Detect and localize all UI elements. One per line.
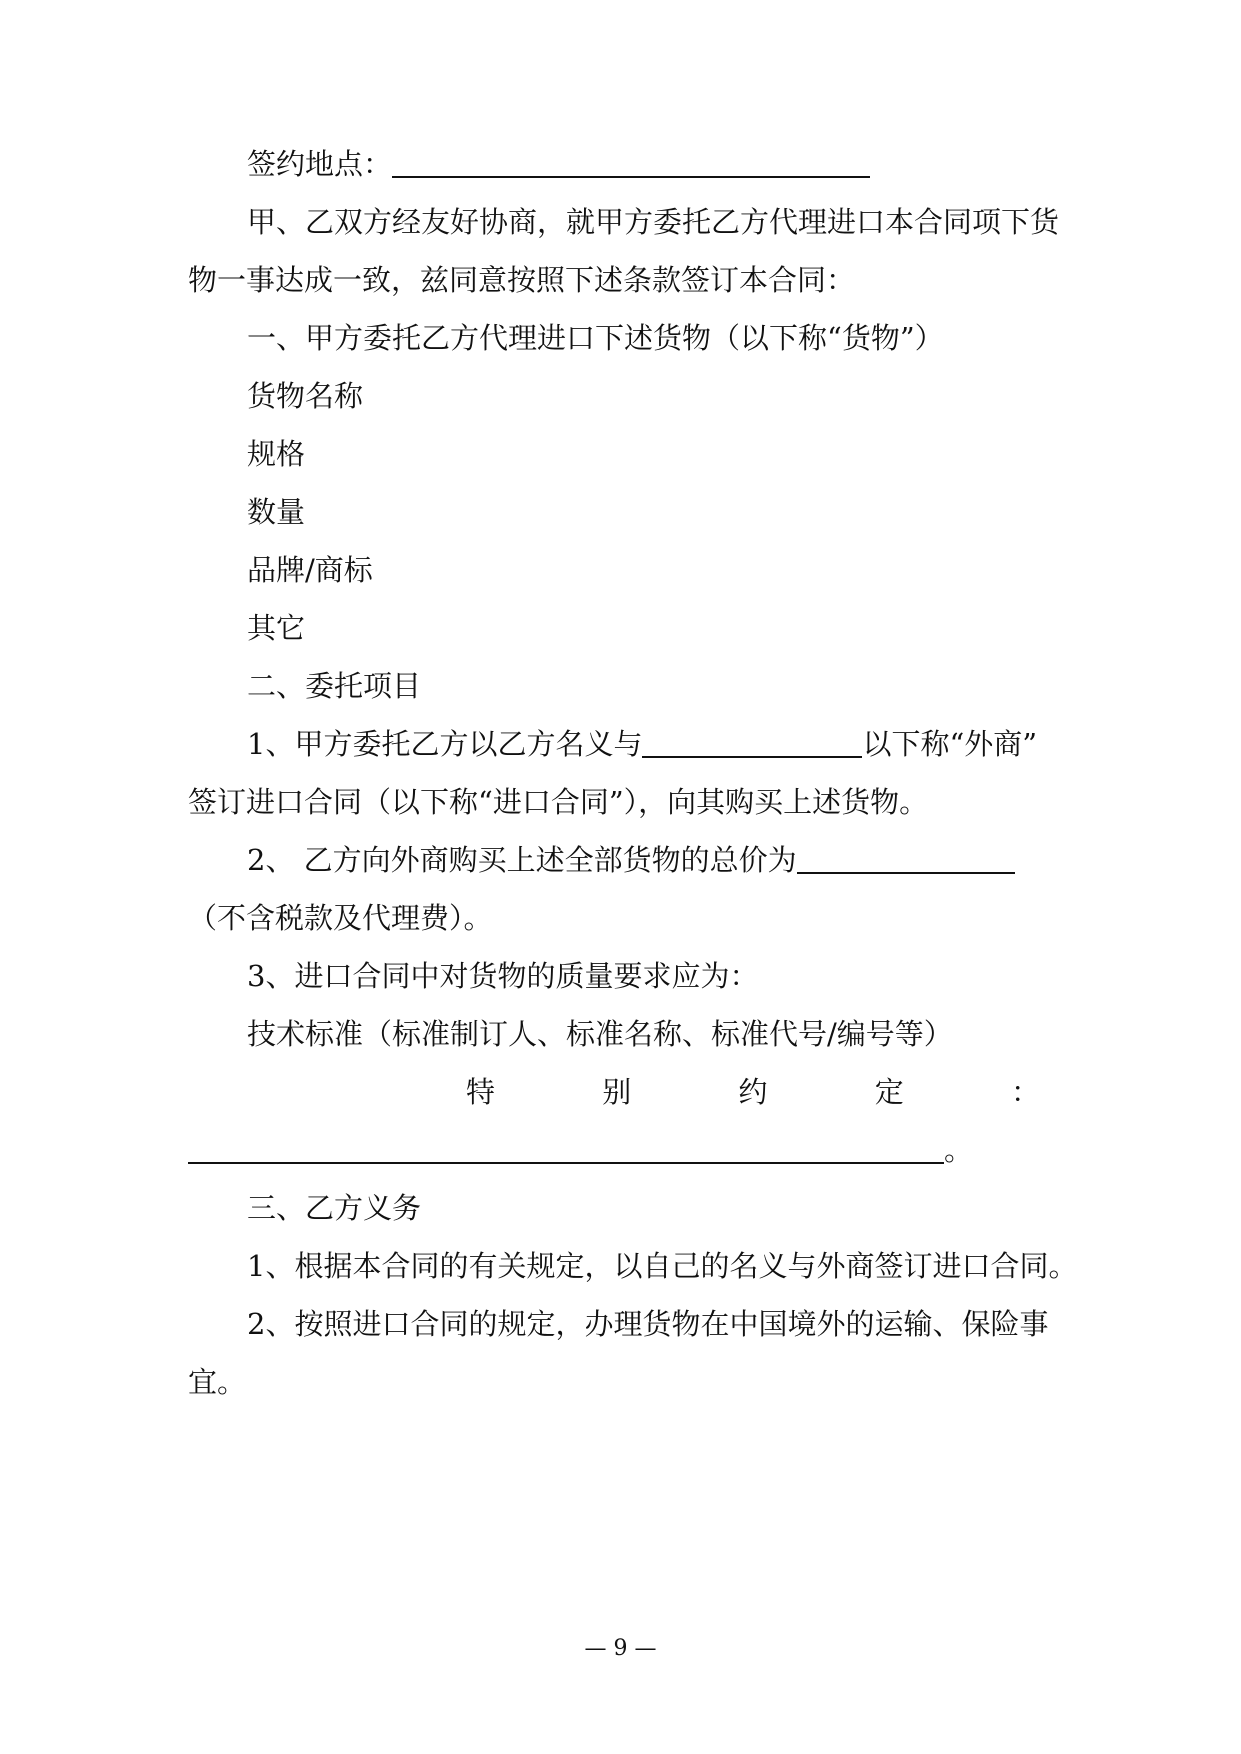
item-1-prefix: 1、甲方委托乙方以乙方名义与 bbox=[247, 727, 643, 761]
intro-line-2: 物一事达成一致，兹同意按照下述条款签订本合同： bbox=[188, 263, 856, 297]
item-2-line-1 bbox=[247, 840, 1058, 880]
goods-field-name: 货物名称 bbox=[247, 379, 364, 413]
goods-field-other: 其它 bbox=[247, 611, 306, 645]
special-agreement-blank bbox=[188, 1132, 944, 1164]
section-2-title: 二、委托项目 bbox=[247, 669, 422, 703]
item-1-line-2: 签订进口合同（以下称“进口合同”），向其购买上述货物。 bbox=[188, 785, 929, 819]
special-char-4: 定 bbox=[874, 1075, 904, 1109]
special-agreement-blank-line bbox=[188, 1130, 1058, 1170]
total-price-blank bbox=[797, 842, 1015, 874]
intro-line-1: 甲、乙双方经友好协商，就甲方委托乙方代理进口本合同项下货 bbox=[247, 205, 1060, 239]
item-1-line-1 bbox=[247, 724, 1058, 764]
page-number: — 9 — bbox=[584, 1636, 657, 1661]
goods-field-quantity: 数量 bbox=[247, 495, 306, 529]
signing-place-label: 签约地点： bbox=[247, 147, 393, 181]
section-3-title: 三、乙方义务 bbox=[247, 1191, 422, 1225]
special-char-1: 特 bbox=[466, 1075, 496, 1109]
section-1-title: 一、甲方委托乙方代理进口下述货物（以下称“货物”） bbox=[247, 321, 944, 355]
tech-standard: 技术标准（标准制订人、标准名称、标准代号/编号等） bbox=[247, 1017, 953, 1051]
item-3: 3、进口合同中对货物的质量要求应为： bbox=[247, 959, 759, 993]
special-char-2: 别 bbox=[602, 1075, 632, 1109]
signing-place-blank bbox=[392, 146, 870, 178]
goods-field-spec: 规格 bbox=[247, 437, 306, 471]
duty-2-line-1: 2、按照进口合同的规定，办理货物在中国境外的运输、保险事 bbox=[247, 1307, 1049, 1341]
duty-1: 1、根据本合同的有关规定，以自己的名义与外商签订进口合同。 bbox=[247, 1249, 1078, 1283]
special-char-3: 约 bbox=[738, 1075, 768, 1109]
item-2-prefix: 2、 乙方向外商购买上述全部货物的总价为 bbox=[247, 843, 797, 877]
item-1-suffix: 以下称“外商” bbox=[862, 727, 1038, 761]
special-agreement-end: 。 bbox=[944, 1133, 974, 1167]
signing-place-line bbox=[247, 144, 1058, 184]
item-2-line-2: （不含税款及代理费）。 bbox=[188, 901, 493, 935]
special-agreement-line bbox=[466, 1072, 1040, 1112]
foreign-party-blank bbox=[642, 726, 862, 758]
goods-field-brand: 品牌/商标 bbox=[247, 553, 373, 587]
special-char-colon: ： bbox=[1010, 1075, 1040, 1109]
duty-2-line-2: 宜。 bbox=[188, 1365, 247, 1399]
